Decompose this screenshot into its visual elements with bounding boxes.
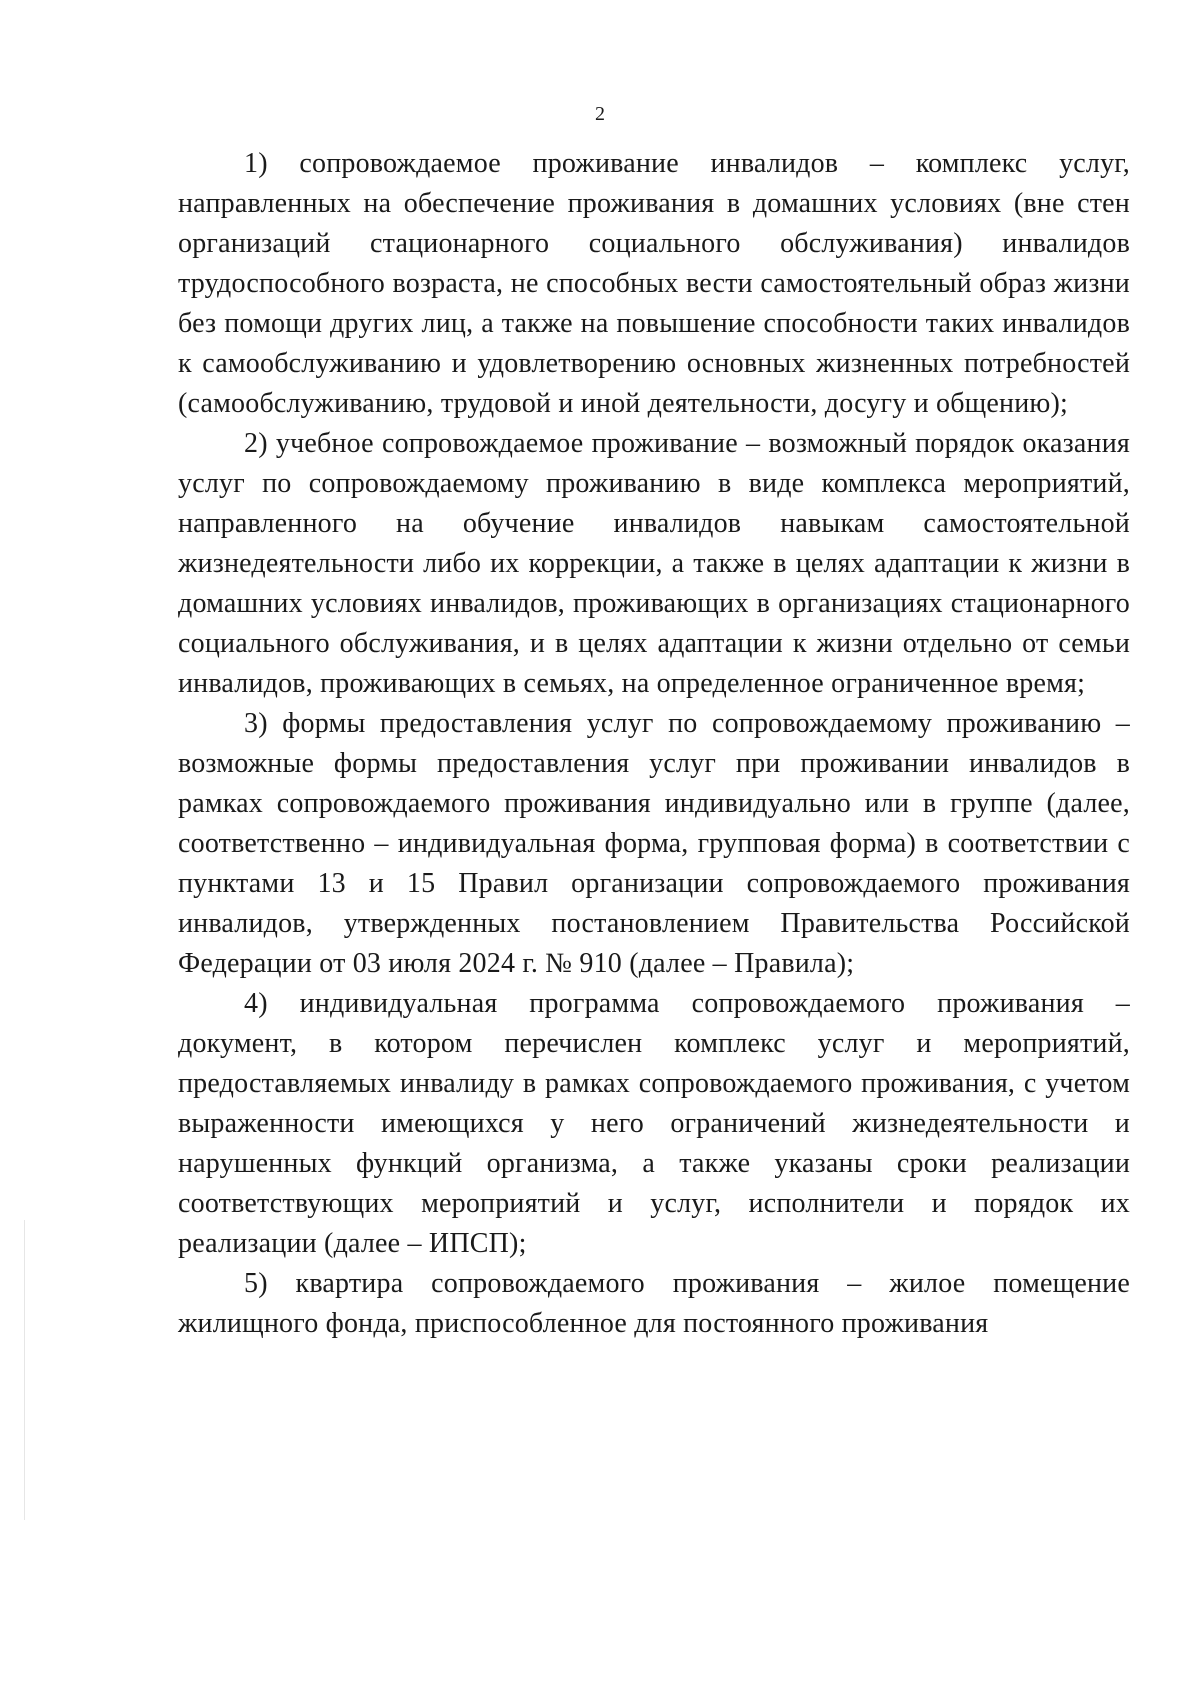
document-body bbox=[178, 144, 1130, 1344]
paragraph-2: 2) учебное сопровождаемое проживание – возможный порядок оказания услуг по сопровождаемому проживанию в виде комплекса мероприятий, направленного на обучение инвалидов навыкам самостоятельной жизнедеятельности либо их коррекции, а также в целях адаптации к жизни в домашних условиях инвалидов, проживающих в организациях стационарного социального обслуживания, и в целях адаптации к жизни отдельно от семьи инвалидов, проживающих в семьях, на определенное ограниченное время; bbox=[178, 428, 1130, 699]
paragraph-5: 5) квартира сопровождаемого проживания – жилое помещение жилищного фонда, приспособленное для постоянного проживания bbox=[178, 1268, 1130, 1339]
paragraph-3: 3) формы предоставления услуг по сопровождаемому проживанию – возможные формы предоставления услуг при проживании инвалидов в рамках сопровождаемого проживания индивидуально или в группе (далее, соответственно – индивидуальная форма, групповая форма) в соответствии с пунктами 13 и 15 Правил организации сопровождаемого проживания инвалидов, утвержденных постановлением Правительства Российской Федерации от 03 июля 2024 г. № 910 (далее – Правила); bbox=[178, 708, 1130, 979]
page-number: 2 bbox=[595, 103, 605, 125]
paragraph-1: 1) сопровождаемое проживание инвалидов – комплекс услуг, направленных на обеспечение проживания в домашних условиях (вне стен организаций стационарного социального обслуживания) инвалидов трудоспособного возраста, не способных вести самостоятельный образ жизни без помощи других лиц, а также на повышение способности таких инвалидов к самообслуживанию и удовлетворению основных жизненных потребностей (самообслуживанию, трудовой и иной деятельности, досугу и общению); bbox=[178, 148, 1130, 419]
paragraph-4: 4) индивидуальная программа сопровождаемого проживания – документ, в котором перечислен комплекс услуг и мероприятий, предоставляемых инвалиду в рамках сопровождаемого проживания, с учетом выраженности имеющихся у него ограничений жизнедеятельности и нарушенных функций организма, а также указаны сроки реализации соответствующих мероприятий и услуг, исполнители и порядок их реализации (далее – ИПСП); bbox=[178, 988, 1130, 1259]
scan-margin-line bbox=[24, 1220, 25, 1520]
